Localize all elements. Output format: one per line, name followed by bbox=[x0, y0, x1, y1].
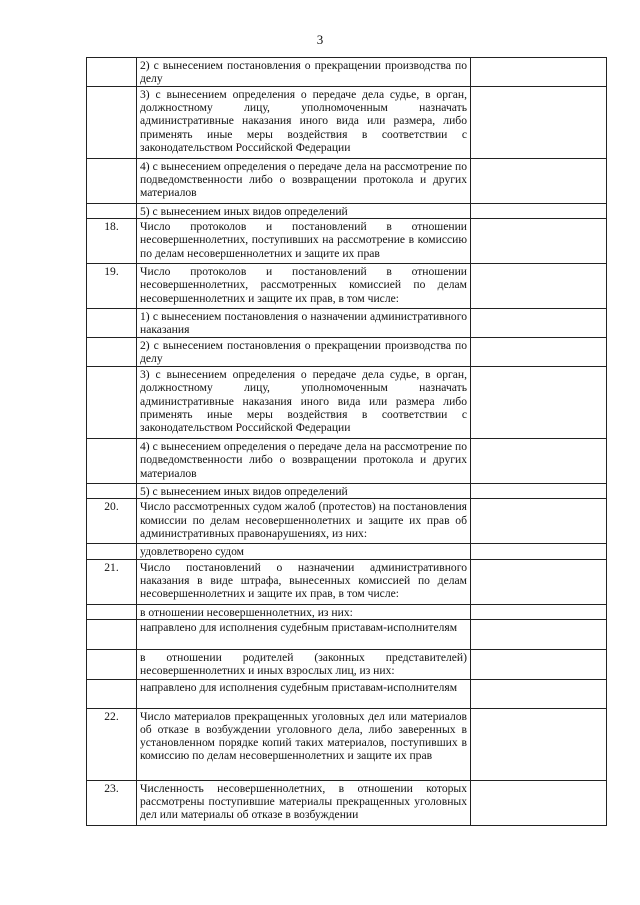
indicator-text: 2) с вынесением постановления о прекращении производства по делу bbox=[137, 338, 471, 367]
row-number: 18. bbox=[87, 219, 137, 264]
indicator-text: 1) с вынесением постановления о назначении административного наказания bbox=[137, 309, 471, 338]
value-cell[interactable] bbox=[471, 544, 607, 559]
value-cell[interactable] bbox=[471, 439, 607, 484]
row-number bbox=[87, 58, 137, 87]
row-number bbox=[87, 87, 137, 159]
table-row bbox=[87, 204, 607, 219]
page-number: 3 bbox=[316, 32, 324, 47]
table-row bbox=[87, 367, 607, 439]
table-row bbox=[87, 219, 607, 264]
indicator-text: направлено для исполнения судебным приставам-исполнителям bbox=[137, 619, 471, 649]
row-number: 22. bbox=[87, 708, 137, 780]
table-row bbox=[87, 544, 607, 559]
table-row bbox=[87, 559, 607, 604]
table-row bbox=[87, 499, 607, 544]
indicator-text: 4) с вынесением определения о передаче дела на рассмотрение по подведомственности либо о возвращении протокола и других материалов bbox=[137, 439, 471, 484]
table-row bbox=[87, 604, 607, 619]
value-cell[interactable] bbox=[471, 309, 607, 338]
indicator-text: направлено для исполнения судебным приставам-исполнителям bbox=[137, 679, 471, 708]
indicator-text: 5) с вынесением иных видов определений bbox=[137, 484, 471, 499]
indicator-text: Число материалов прекращенных уголовных дел или материалов об отказе в возбуждении уголовного дела, либо заверенных в установленном порядке копий таких материалов, поступивших в комиссию по делам несовершеннолетних и защите их прав bbox=[137, 708, 471, 780]
row-number bbox=[87, 604, 137, 619]
indicator-text: в отношении несовершеннолетних, из них: bbox=[137, 604, 471, 619]
value-cell[interactable] bbox=[471, 499, 607, 544]
row-number bbox=[87, 338, 137, 367]
table-row bbox=[87, 338, 607, 367]
table-row bbox=[87, 439, 607, 484]
indicator-text: 3) с вынесением определения о передаче дела судье, в орган, должностному лицу, уполномоченным назначать административные наказания иного вида или размера, либо применять иные меры воздействия в соответствии с законодательством Российской Федерации bbox=[137, 87, 471, 159]
table-row bbox=[87, 649, 607, 679]
value-cell[interactable] bbox=[471, 604, 607, 619]
value-cell[interactable] bbox=[471, 619, 607, 649]
indicator-text: удовлетворено судом bbox=[137, 544, 471, 559]
indicator-text: Число постановлений о назначении административного наказания в виде штрафа, вынесенных комиссией по делам несовершеннолетних и защите их прав, в том числе: bbox=[137, 559, 471, 604]
row-number bbox=[87, 544, 137, 559]
value-cell[interactable] bbox=[471, 264, 607, 309]
row-number bbox=[87, 679, 137, 708]
row-number bbox=[87, 619, 137, 649]
value-cell[interactable] bbox=[471, 58, 607, 87]
row-number: 21. bbox=[87, 559, 137, 604]
value-cell[interactable] bbox=[471, 649, 607, 679]
table-row bbox=[87, 619, 607, 649]
table-row bbox=[87, 679, 607, 708]
row-number: 20. bbox=[87, 499, 137, 544]
row-number: 19. bbox=[87, 264, 137, 309]
value-cell[interactable] bbox=[471, 708, 607, 780]
row-number bbox=[87, 159, 137, 204]
table-row bbox=[87, 780, 607, 825]
row-number bbox=[87, 649, 137, 679]
indicator-text: Число рассмотренных судом жалоб (протестов) на постановления комиссии по делам несовершеннолетних и защите их прав об административных правонарушениях, из них: bbox=[137, 499, 471, 544]
indicator-text: 3) с вынесением определения о передаче дела судье, в орган, должностному лицу, уполномоченным назначать административные наказания иного вида или размера либо применять иные меры воздействия в соответствии с законодательством Российской Федерации bbox=[137, 367, 471, 439]
indicator-text: в отношении родителей (законных представителей) несовершеннолетних и иных взрослых лиц, из них: bbox=[137, 649, 471, 679]
indicator-text: Число протоколов и постановлений в отношении несовершеннолетних, поступивших на рассмотрение в комиссию по делам несовершеннолетних и защите их прав bbox=[137, 219, 471, 264]
table-row bbox=[87, 484, 607, 499]
table-row bbox=[87, 309, 607, 338]
table-row bbox=[87, 58, 607, 87]
row-number bbox=[87, 309, 137, 338]
value-cell[interactable] bbox=[471, 219, 607, 264]
statistics-form-table bbox=[86, 57, 607, 826]
indicator-text: 5) с вынесением иных видов определений bbox=[137, 204, 471, 219]
indicator-text: 2) с вынесением постановления о прекращении производства по делу bbox=[137, 58, 471, 87]
row-number bbox=[87, 439, 137, 484]
indicator-text: Численность несовершеннолетних, в отношении которых рассмотрены поступившие материалы прекращенных уголовных дел или материалы об отказе в возбуждении bbox=[137, 780, 471, 825]
table-row bbox=[87, 708, 607, 780]
value-cell[interactable] bbox=[471, 780, 607, 825]
row-number bbox=[87, 204, 137, 219]
value-cell[interactable] bbox=[471, 367, 607, 439]
table-row bbox=[87, 159, 607, 204]
value-cell[interactable] bbox=[471, 679, 607, 708]
value-cell[interactable] bbox=[471, 338, 607, 367]
indicator-text: Число протоколов и постановлений в отношении несовершеннолетних, рассмотренных комиссией по делам несовершеннолетних и защите их прав, в том числе: bbox=[137, 264, 471, 309]
row-number: 23. bbox=[87, 780, 137, 825]
table-row bbox=[87, 264, 607, 309]
value-cell[interactable] bbox=[471, 204, 607, 219]
table-row bbox=[87, 87, 607, 159]
row-number bbox=[87, 484, 137, 499]
value-cell[interactable] bbox=[471, 559, 607, 604]
value-cell[interactable] bbox=[471, 159, 607, 204]
row-number bbox=[87, 367, 137, 439]
value-cell[interactable] bbox=[471, 484, 607, 499]
value-cell[interactable] bbox=[471, 87, 607, 159]
indicator-text: 4) с вынесением определения о передаче дела на рассмотрение по подведомственности либо о возвращении протокола и других материалов bbox=[137, 159, 471, 204]
